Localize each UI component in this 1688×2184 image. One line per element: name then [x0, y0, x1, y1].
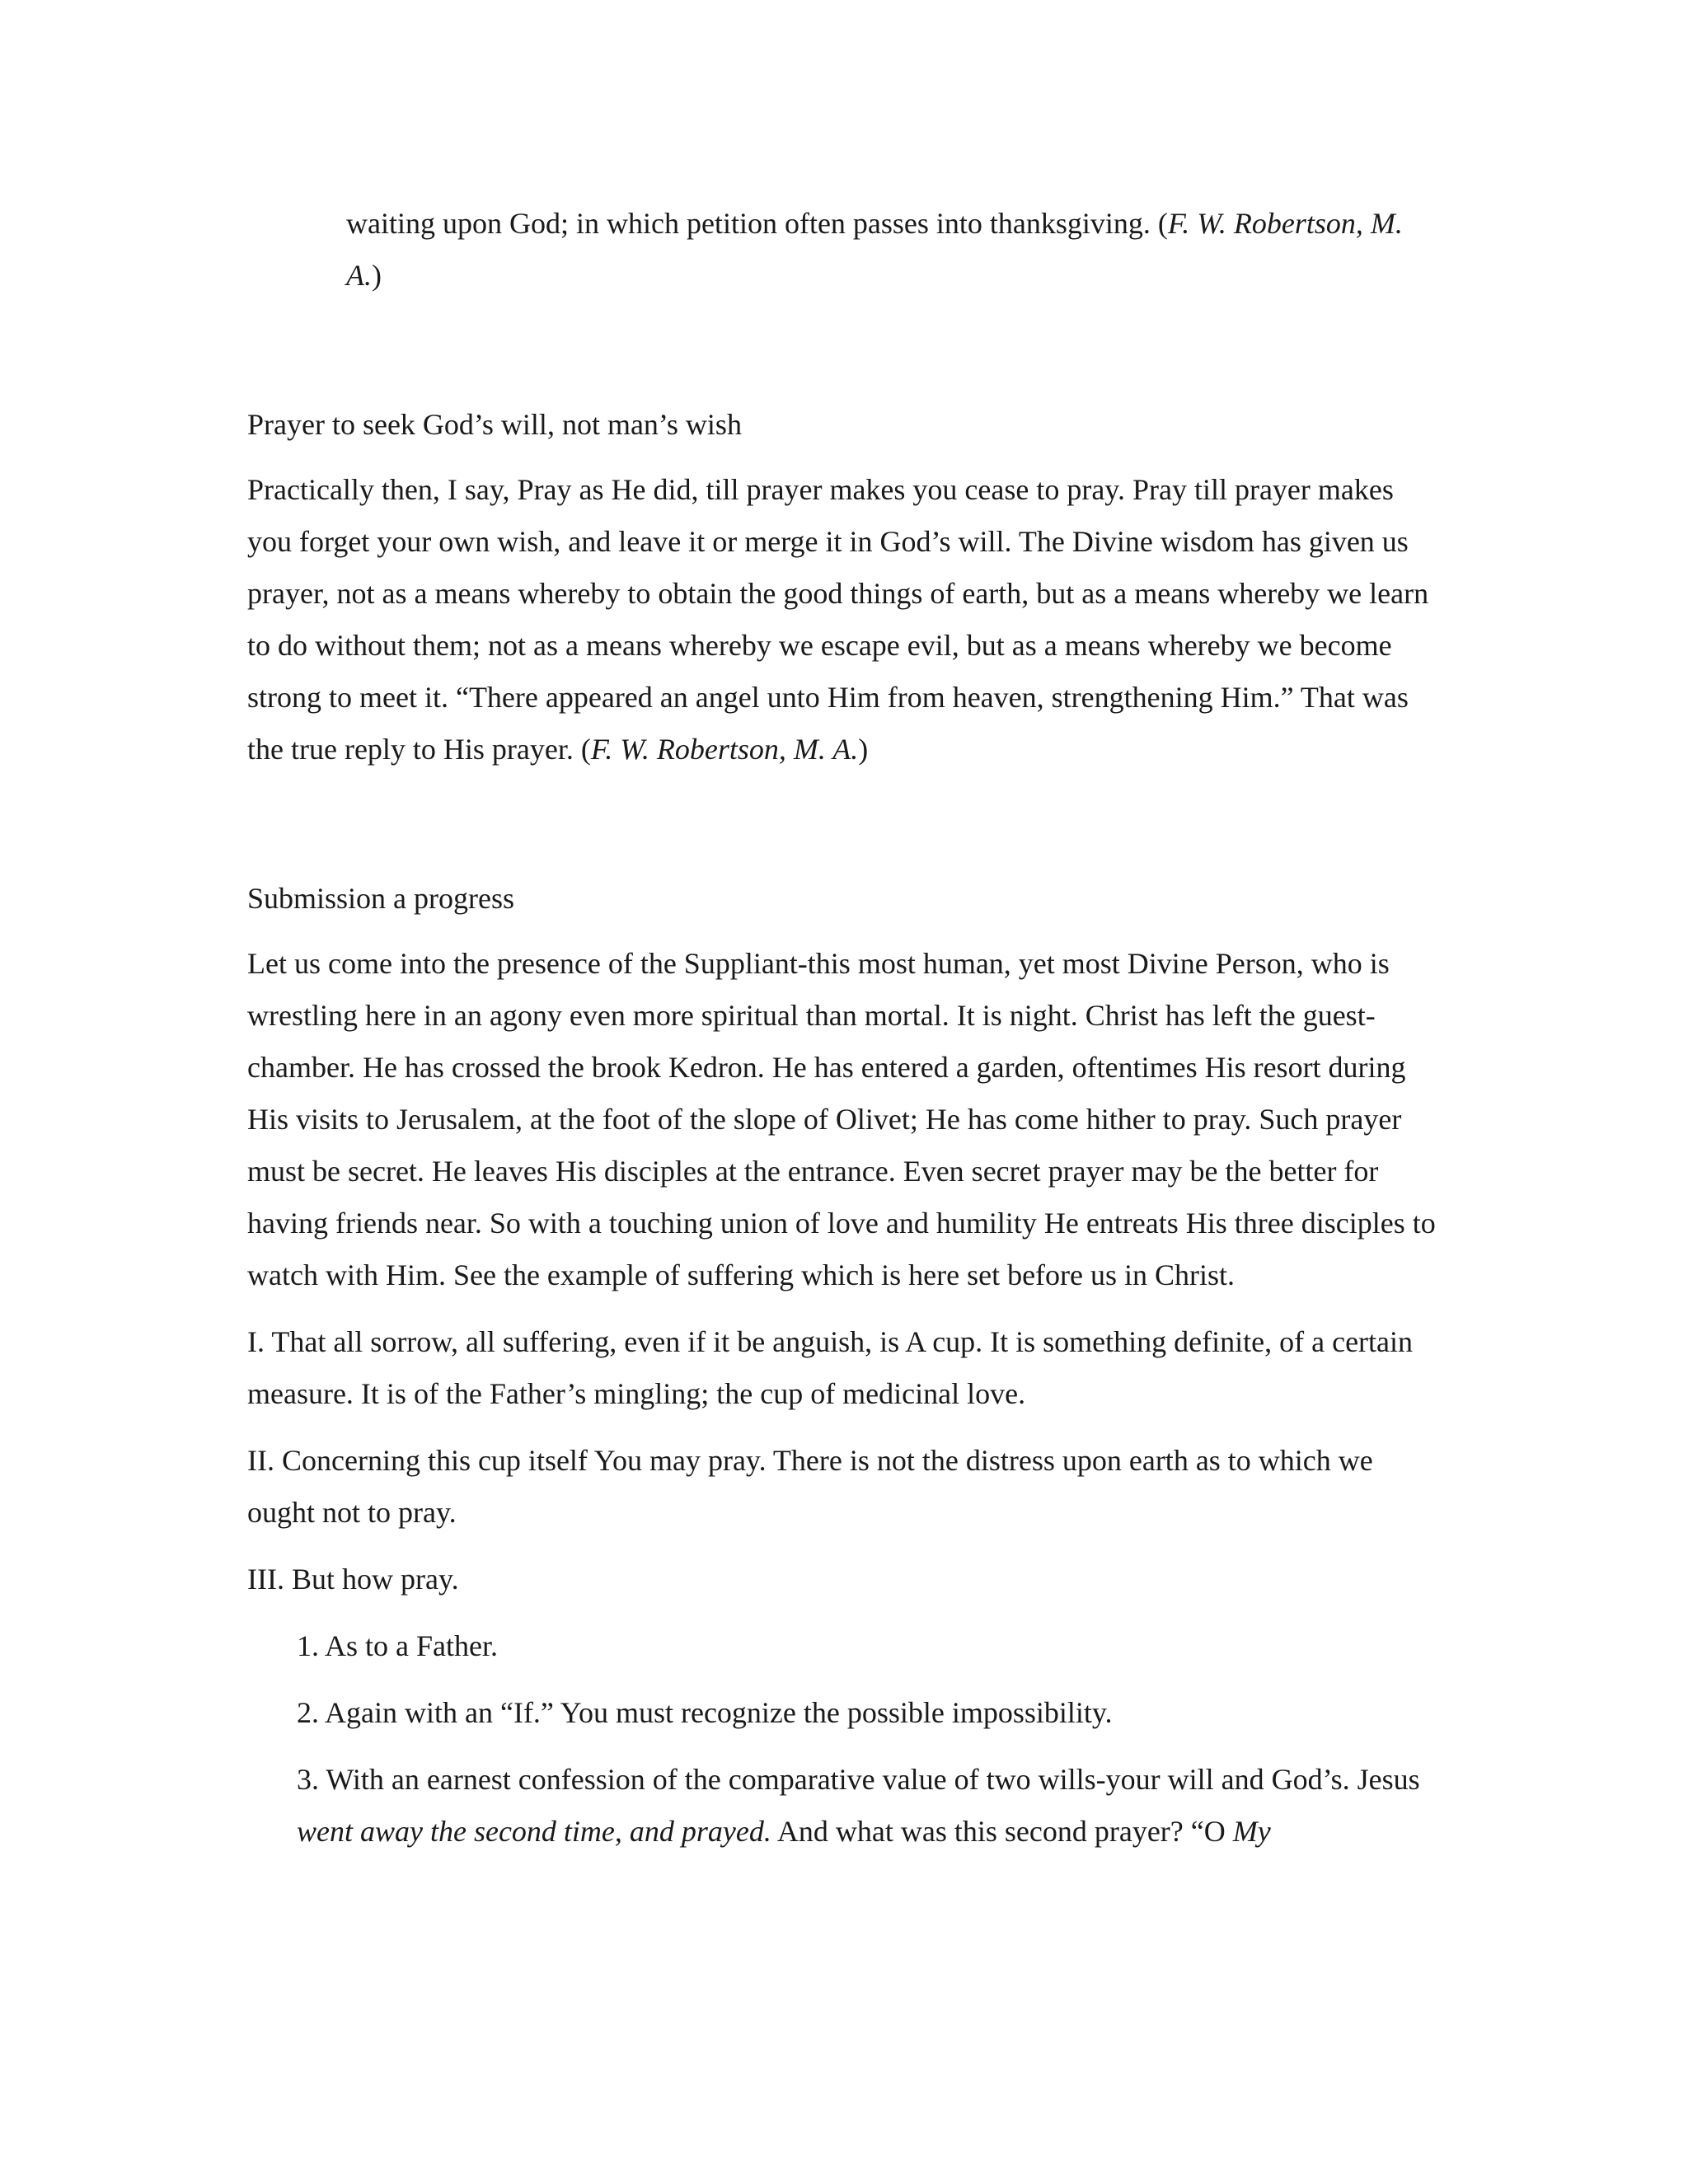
- list-item: III. But how pray.: [247, 1563, 459, 1596]
- list-item: I. That all sorrow, all suffering, even if it be anguish, is A cup. It is something definite, of a certain measure. It is of the Father’s mingling; the cup of medicinal love.: [247, 1325, 1414, 1410]
- document-page: [247, 198, 1442, 1858]
- citation: F. W. Robertson, M. A.: [346, 207, 1403, 292]
- intro-paragraph: waiting upon God; in which petition often passes into thanksgiving. (F. W. Robertson, M. A.): [346, 207, 1403, 292]
- section-heading: Prayer to seek God’s will, not man’s wish: [247, 408, 742, 441]
- citation: F. W. Robertson, M. A.: [590, 733, 859, 766]
- sub-list-item: 3. With an earnest confession of the comparative value of two wills-your will and God’s. Jesus went away the second time, and prayed. And what was this second prayer? “O My: [297, 1763, 1420, 1848]
- section-paragraph: Practically then, I say, Pray as He did, till prayer makes you cease to pray. Pray till prayer makes you forget your own wish, and leave it or merge it in God’s will. The Divine wisdom has given us prayer, not as a means whereby to obtain the good things of earth, but as a means whereby we learn to do without them; not as a means whereby we escape evil, but as a means whereby we become strong to meet it. “There appeared an angel unto Him from heaven, strengthening Him.” That was the true reply to His prayer. (F. W. Robertson, M. A.): [247, 473, 1429, 766]
- section-paragraph: Let us come into the presence of the Suppliant-this most human, yet most Divine Person, who is wrestling here in an agony even more spiritual than mortal. It is night. Christ has left the guest-chamber. He has crossed the brook Kedron. He has entered a garden, oftentimes His resort during His visits to Jerusalem, at the foot of the slope of Olivet; He has come hither to pray. Such prayer must be secret. He leaves His disciples at the entrance. Even secret prayer may be the better for having friends near. So with a touching union of love and humility He entreats His three disciples to watch with Him. See the example of suffering which is here set before us in Christ.: [247, 947, 1436, 1291]
- section-heading: Submission a progress: [247, 882, 514, 915]
- sub-list-item: 1. As to a Father.: [297, 1629, 498, 1662]
- list-item: II. Concerning this cup itself You may pray. There is not the distress upon earth as to which we ought not to pray.: [247, 1444, 1373, 1529]
- sub-list-item: 2. Again with an “If.” You must recognize the possible impossibility.: [297, 1696, 1113, 1729]
